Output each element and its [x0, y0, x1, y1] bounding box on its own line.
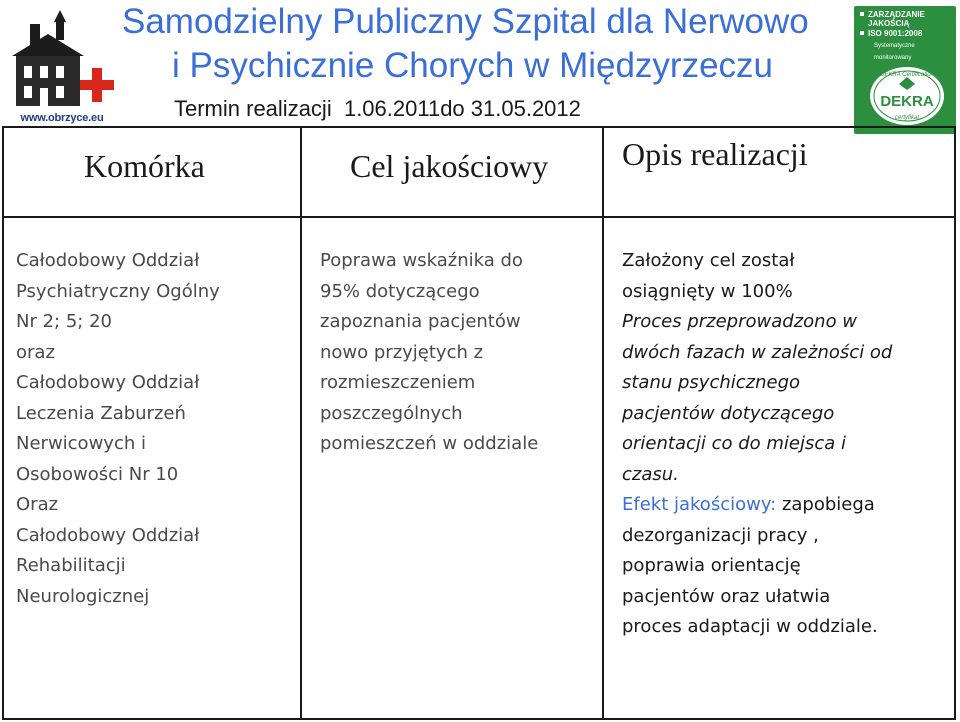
text-line: Poprawa wskaźnika do [320, 250, 523, 271]
text-line: proces adaptacji w oddziale. [622, 616, 878, 637]
effect-label: Efekt jakościowy: [622, 494, 777, 515]
text-line: pomieszczeń w oddziale [320, 433, 539, 454]
bullet-icon [860, 12, 864, 16]
text-line: nowo przyjętych z [320, 341, 484, 363]
text-line: orientacji co do miejsca i [622, 433, 847, 454]
text-line: osiągnięty w 100% [622, 280, 793, 302]
text-line: pacjentów dotyczącego [622, 402, 835, 424]
text-line: Założony cel został [622, 250, 795, 271]
text-line: Neurologicznej [16, 585, 150, 607]
text-line: Oraz [16, 494, 59, 515]
quality-table [2, 126, 956, 720]
cert-brand: DEKRA [880, 93, 934, 110]
term-value: 1.06.2011do 31.05.2012 [343, 96, 581, 121]
text-line: zapoznania pacjentów [320, 311, 521, 332]
text-line: Rehabilitacji [16, 555, 126, 576]
text-line: oraz [16, 341, 55, 363]
term-label: Termin realizacji [174, 96, 332, 121]
text-line: Całodobowy Oddział [16, 250, 200, 271]
header-divider [4, 216, 954, 218]
text-line: Nr 2; 5; 20 [16, 311, 112, 332]
text-line: stanu psychicznego [622, 372, 801, 393]
cell-cel-jakosciowy [320, 246, 538, 460]
dekra-seal [868, 66, 946, 126]
text-line: poprawia orientację [622, 555, 801, 576]
logo-url[interactable]: www.obrzyce.eu [20, 112, 104, 124]
crest-icon [6, 6, 118, 112]
dekra-seal-icon [868, 66, 946, 126]
text-line: Osobowości Nr 10 [16, 463, 179, 485]
dekra-certificate-badge [854, 6, 956, 134]
text-line: Całodobowy Oddział [16, 372, 200, 393]
text-line: Nerwicowych i [16, 433, 146, 454]
cell-opis-realizacji [622, 246, 892, 643]
cert-standard: ISO 9001:2008 [868, 29, 923, 38]
text-line: czasu. [622, 463, 679, 485]
cell-komorka [16, 246, 220, 612]
cert-bottom: certyfikat [894, 115, 920, 121]
text-line: Proces przeprowadzono w [622, 311, 858, 332]
hospital-logo [6, 6, 118, 126]
text-line: Psychiatryczny Ogólny [16, 280, 220, 302]
page-title-line1: Samodzielny Publiczny Szpital dla Nerwowo [122, 2, 809, 41]
effect-first: zapobiega [776, 494, 875, 515]
page-title-line2: i Psychicznie Chorych w Międzyrzeczu [172, 46, 774, 85]
cert-line2: monitorowany [874, 55, 912, 61]
text-line: 95% dotyczącego [320, 280, 480, 302]
effect-line [622, 490, 892, 521]
term-info [174, 96, 581, 122]
text-line: Całodobowy Oddział [16, 524, 200, 546]
text-line: pacjentów oraz ułatwia [622, 585, 831, 607]
text-line: dwóch fazach w zależności od [622, 341, 893, 363]
text-line: dezorganizacji pracy , [622, 524, 819, 546]
cert-title: ZARZĄDZANIE JAKOŚCIĄ [868, 10, 925, 28]
bullet-icon [860, 31, 864, 35]
header-cel: Cel jakościowy [350, 148, 549, 184]
header-komorka: Komórka [84, 148, 205, 184]
text-line: Leczenia Zaburzeń [16, 402, 186, 424]
cert-line1: Systematyczne [874, 43, 915, 49]
header-opis: Opis realizacji [622, 136, 808, 172]
text-line: poszczególnych [320, 402, 463, 424]
text-line: rozmieszczeniem [320, 372, 476, 393]
cert-ring-text: DEKRA Certification [880, 72, 934, 78]
